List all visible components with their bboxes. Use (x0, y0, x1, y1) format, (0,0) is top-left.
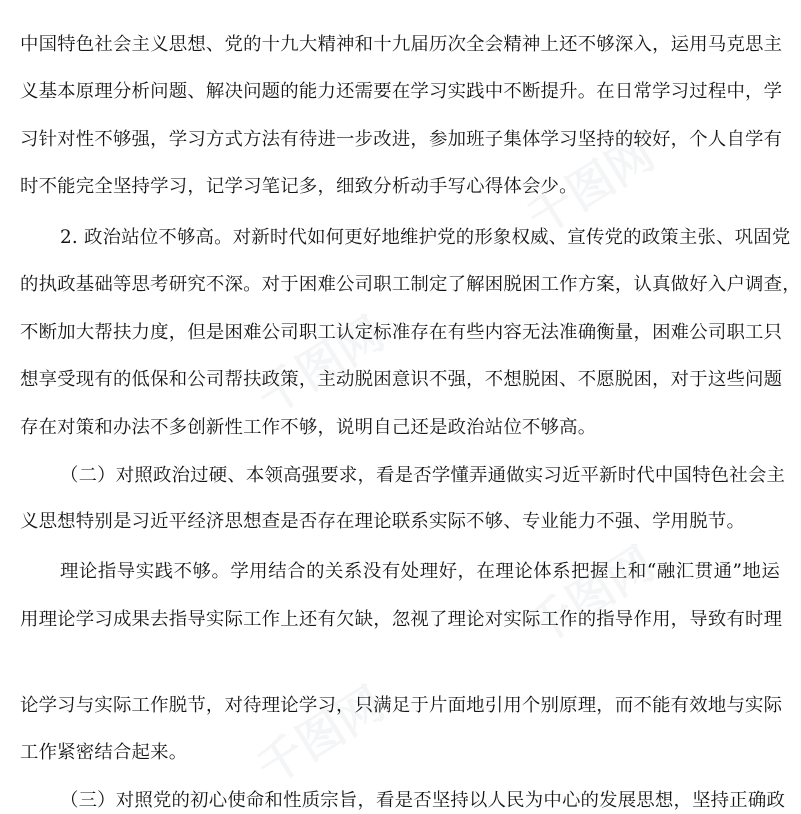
watermark: 千图网 (517, 536, 664, 656)
text-line: 工作紧密结合起来。 (20, 742, 188, 763)
text-line: 存在对策和办法不多创新性工作不够，说明自己还是政治站位不够高。 (20, 417, 597, 438)
text-line: 论学习与实际工作脱节，对待理论学习，只满足于片面地引用个别原理，而不能有效地与实际 (20, 695, 783, 716)
text-line: 的执政基础等思考研究不深。对于困难公司职工制定了解困脱困工作方案，认真做好入户调查， (20, 274, 801, 295)
text-line: 中国特色社会主义思想、党的十九大精神和十九届历次全会精神上还不够深入，运用马克思主 (20, 34, 783, 55)
text-line: 义基本原理分析问题、解决问题的能力还需要在学习实践中不断提升。在日常学习过程中，学 (20, 81, 783, 102)
text-line: 理论指导实践不够。学用结合的关系没有处理好，在理论体系把握上和“融汇贯通”地运 (60, 561, 780, 582)
text-line: 习针对性不够强，学习方式方法有待进一步改进，参加班子集体学习坚持的较好，个人自学有 (20, 129, 783, 150)
section-heading: （三）对照党的初心使命和性质宗旨，看是否坚持以人民为中心的发展思想，坚持正确政 (60, 790, 786, 811)
text-line: 时不能完全坚持学习，记学习笔记多，细致分析动手写心得体会少。 (20, 176, 578, 197)
text-line: 想享受现有的低保和公司帮扶政策，主动脱困意识不强，不想脱困、不愿脱困，对于这些问题 (20, 369, 783, 390)
section-heading: （二）对照政治过硬、本领高强要求，看是否学懂弄通做实习近平新时代中国特色社会主 (60, 465, 786, 486)
text-line: 2. 政治站位不够高。对新时代如何更好地维护党的形象权威、宣传党的政策主张、巩固党 (60, 227, 791, 248)
text-line: 用理论学习成果去指导实际工作上还有欠缺，忽视了理论对实际工作的指导作用，导致有时理 (20, 609, 783, 630)
section-heading: 义思想特别是习近平经济思想查是否存在理论联系实际不够、专业能力不强、学用脱节。 (20, 511, 746, 532)
text-line: 不断加大帮扶力度，但是困难公司职工认定标准存在有些内容无法准确衡量，困难公司职工只 (20, 322, 783, 343)
watermark: 千图网 (247, 306, 394, 426)
watermark: 千图网 (517, 126, 664, 246)
watermark: 千图网 (247, 676, 394, 796)
